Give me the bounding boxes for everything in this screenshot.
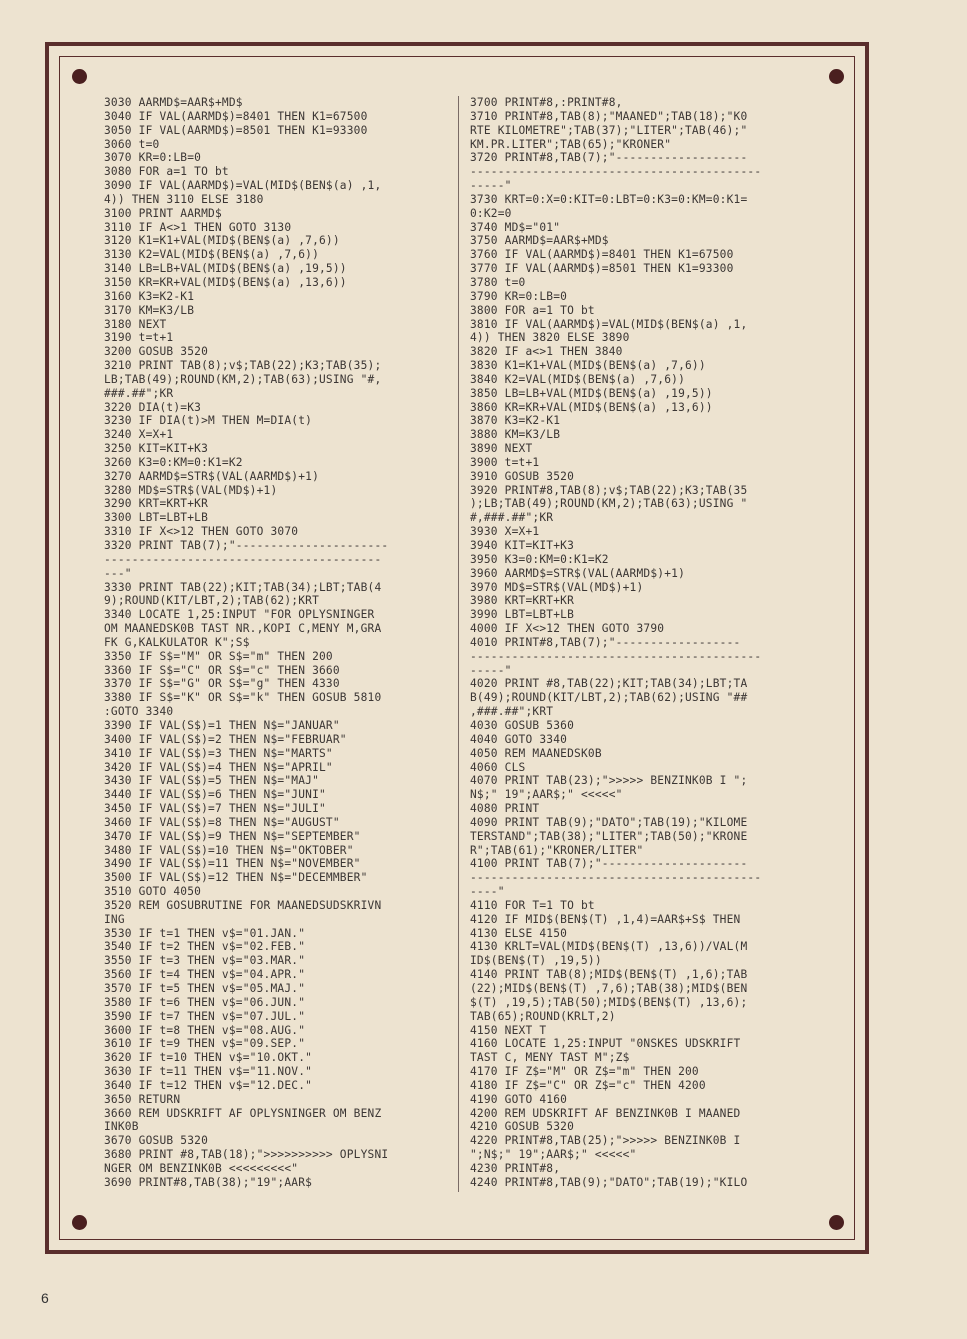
code-line: 3210 PRINT TAB(8);v$;TAB(22);K3;TAB(35);: [104, 359, 382, 373]
code-line: 4110 FOR T=1 TO bt: [470, 898, 595, 912]
code-line: ###.##";KR: [104, 386, 174, 400]
code-line: 3950 K3=0:KM=0:K1=K2: [470, 552, 609, 566]
code-line: 4200 REM UDSKRIFT AF BENZINK0B I MAANED: [470, 1106, 741, 1120]
code-line: 3540 IF t=2 THEN v$="02.FEB.": [104, 940, 306, 954]
code-line: 3780 t=0: [470, 275, 526, 289]
code-line: 4050 REM MAANEDSK0B: [470, 746, 602, 760]
code-line: 3220 DIA(t)=K3: [104, 400, 202, 414]
code-line: 3440 IF VAL(S$)=6 THEN N$="JUNI": [104, 788, 326, 802]
code-line: 3760 IF VAL(AARMD$)=8401 THEN K1=67500: [470, 248, 734, 262]
code-line: 3400 IF VAL(S$)=2 THEN N$="FEBRUAR": [104, 732, 347, 746]
code-line: 3300 LBT=LBT+LB: [104, 511, 209, 525]
code-line: 3350 IF S$="M" OR S$="m" THEN 200: [104, 649, 333, 663]
code-line: 3070 KR=0:LB=0: [104, 151, 202, 165]
code-line: KM.PR.LITER";TAB(65);"KRONER": [470, 137, 672, 151]
code-line: 3330 PRINT TAB(22);KIT;TAB(34);LBT;TAB(4: [104, 580, 382, 594]
code-line: 3610 IF t=9 THEN v$="09.SEP.": [104, 1037, 306, 1051]
code-line: 4100 PRINT TAB(7);"---------------------: [470, 857, 748, 871]
code-line: 4240 PRINT#8,TAB(9);"DATO";TAB(19);"KILO: [470, 1175, 748, 1189]
code-line: 3600 IF t=8 THEN v$="08.AUG.": [104, 1023, 306, 1037]
code-line: 3850 LB=LB+VAL(MID$(BEN$(a) ,19,5)): [470, 386, 713, 400]
code-line: );LB;TAB(49);ROUND(KM,2);TAB(63);USING ": [470, 497, 748, 511]
code-line: 3110 IF A<>1 THEN GOTO 3130: [104, 220, 292, 234]
code-line: 3290 KRT=KRT+KR: [104, 497, 209, 511]
code-line: 4150 NEXT T: [470, 1023, 547, 1037]
code-line: ,###.##";KRT: [470, 705, 554, 719]
code-line: 4230 PRINT#8,: [470, 1161, 561, 1175]
code-line: 3080 FOR a=1 TO bt: [104, 165, 229, 179]
code-line: 3280 MD$=STR$(VAL(MD$)+1): [104, 483, 278, 497]
code-line: 3390 IF VAL(S$)=1 THEN N$="JANUAR": [104, 718, 340, 732]
code-line: 3620 IF t=10 THEN v$="10.OKT.": [104, 1051, 313, 1065]
code-line: 3250 KIT=KIT+K3: [104, 442, 209, 456]
code-line: 3180 NEXT: [104, 317, 167, 331]
code-line: 3650 RETURN: [104, 1092, 181, 1106]
code-line: 3510 GOTO 4050: [104, 885, 202, 899]
code-line: 9);ROUND(KIT/LBT,2);TAB(62);KRT: [104, 594, 319, 608]
code-line: 4130 ELSE 4150: [470, 926, 568, 940]
code-line: 3840 K2=VAL(MID$(BEN$(a) ,7,6)): [470, 372, 685, 386]
code-line: ----": [470, 885, 505, 899]
code-line: 3470 IF VAL(S$)=9 THEN N$="SEPTEMBER": [104, 829, 361, 843]
code-line: 3120 K1=K1+VAL(MID$(BEN$(a) ,7,6)): [104, 234, 340, 248]
code-line: 3980 KRT=KRT+KR: [470, 594, 575, 608]
code-line: 4)) THEN 3820 ELSE 3890: [470, 331, 630, 345]
code-line: ---": [104, 566, 132, 580]
code-line: -----": [470, 179, 512, 193]
code-line: 3410 IF VAL(S$)=3 THEN N$="MARTS": [104, 746, 333, 760]
code-line: 3260 K3=0:KM=0:K1=K2: [104, 455, 243, 469]
code-line: 3240 X=X+1: [104, 428, 174, 442]
code-line: 3270 AARMD$=STR$(VAL(AARMD$)+1): [104, 469, 319, 483]
code-line: 3880 KM=K3/LB: [470, 428, 561, 442]
code-line: TAST C, MENY TAST M";Z$: [470, 1051, 630, 1065]
code-line: 3160 K3=K2-K1: [104, 289, 195, 303]
code-line: 3060 t=0: [104, 137, 160, 151]
code-line: 4180 IF Z$="C" OR Z$="c" THEN 4200: [470, 1078, 706, 1092]
code-line: TERSTAND";TAB(38);"LITER";TAB(50);"KRONE: [470, 829, 748, 843]
code-line: 3580 IF t=6 THEN v$="06.JUN.": [104, 995, 306, 1009]
code-line: 3460 IF VAL(S$)=8 THEN N$="AUGUST": [104, 815, 340, 829]
code-line: TAB(65);ROUND(KRLT,2): [470, 1009, 616, 1023]
code-line: ING: [104, 912, 125, 926]
code-line: 3920 PRINT#8,TAB(8);v$;TAB(22);K3;TAB(35: [470, 483, 748, 497]
code-line: 3500 IF VAL(S$)=12 THEN N$="DECEMMBER": [104, 871, 368, 885]
code-line: 3960 AARMD$=STR$(VAL(AARMD$)+1): [470, 566, 685, 580]
code-line: 3370 IF S$="G" OR S$="g" THEN 4330: [104, 677, 340, 691]
code-line: 3720 PRINT#8,TAB(7);"-------------------: [470, 151, 748, 165]
code-line: 4010 PRINT#8,TAB(7);"------------------: [470, 635, 741, 649]
corner-dot-bottom-right: [829, 1215, 844, 1230]
code-line: 3150 KR=KR+VAL(MID$(BEN$(a) ,13,6)): [104, 275, 347, 289]
code-line: 4120 IF MID$(BEN$(T) ,1,4)=AAR$+S$ THEN: [470, 912, 741, 926]
code-line: 3680 PRINT #8,TAB(18);">>>>>>>>>> OPLYSNI: [104, 1148, 389, 1162]
corner-dot-bottom-left: [72, 1215, 87, 1230]
corner-dot-top-right: [829, 69, 844, 84]
code-line: 3870 K3=K2-K1: [470, 414, 561, 428]
code-line: INK0B: [104, 1120, 139, 1134]
code-line: ------------------------------------------: [470, 165, 762, 179]
code-line: 4030 GOSUB 5360: [470, 718, 575, 732]
code-line: 3640 IF t=12 THEN v$="12.DEC.": [104, 1078, 313, 1092]
code-line: ";N$;" 19";AAR$;" <<<<<": [470, 1148, 637, 1162]
code-line: 3310 IF X<>12 THEN GOTO 3070: [104, 525, 299, 539]
code-line: 3530 IF t=1 THEN v$="01.JAN.": [104, 926, 306, 940]
code-line: 3380 IF S$="K" OR S$="k" THEN GOSUB 5810: [104, 691, 382, 705]
code-line: 3550 IF t=3 THEN v$="03.MAR.": [104, 954, 306, 968]
code-line: FK G,KALKULATOR K";S$: [104, 635, 250, 649]
code-line: 3970 MD$=STR$(VAL(MD$)+1): [470, 580, 644, 594]
code-line: 3450 IF VAL(S$)=7 THEN N$="JULI": [104, 802, 326, 816]
code-line: 3710 PRINT#8,TAB(8);"MAANED";TAB(18);"K0: [470, 109, 748, 123]
code-line: (22);MID$(BEN$(T) ,7,6);TAB(38);MID$(BEN: [470, 982, 748, 995]
code-line: 3890 NEXT: [470, 442, 533, 456]
code-listing-right-column: [470, 96, 810, 1190]
column-divider: [458, 96, 459, 1192]
code-line: 3430 IF VAL(S$)=5 THEN N$="MAJ": [104, 774, 319, 788]
code-line: R";TAB(61);"KRONER/LITER": [470, 843, 644, 857]
code-listing-left-column: [104, 96, 440, 1190]
code-line: 3800 FOR a=1 TO bt: [470, 303, 595, 317]
code-line: 3100 PRINT AARMD$: [104, 206, 222, 220]
code-line: 3570 IF t=5 THEN v$="05.MAJ.": [104, 982, 306, 995]
corner-dot-top-left: [72, 69, 87, 84]
code-line: 3200 GOSUB 3520: [104, 345, 209, 359]
code-line: 3050 IF VAL(AARMD$)=8501 THEN K1=93300: [104, 123, 368, 137]
code-line: ID$(BEN$(T) ,19,5)): [470, 954, 602, 968]
code-line: 4170 IF Z$="M" OR Z$="m" THEN 200: [470, 1065, 699, 1079]
code-line: 3790 KR=0:LB=0: [470, 289, 568, 303]
code-line: ------------------------------------------: [470, 649, 762, 663]
code-line: LB;TAB(49);ROUND(KM,2);TAB(63);USING "#,: [104, 372, 382, 386]
code-line: 3230 IF DIA(t)>M THEN M=DIA(t): [104, 414, 313, 428]
code-line: 3940 KIT=KIT+K3: [470, 539, 575, 552]
code-line: 3740 MD$="01": [470, 220, 561, 234]
code-line: 4000 IF X<>12 THEN GOTO 3790: [470, 622, 665, 636]
code-line: 3360 IF S$="C" OR S$="c" THEN 3660: [104, 663, 340, 677]
code-line: 3320 PRINT TAB(7);"----------------------: [104, 539, 389, 552]
code-line: OM MAANEDSK0B TAST NR.,KOPI C,MENY M,GRA: [104, 622, 382, 636]
code-line: 3660 REM UDSKRIFT AF OPLYSNINGER OM BENZ: [104, 1106, 382, 1120]
code-line: 4020 PRINT #8,TAB(22);KIT;TAB(34);LBT;TA: [470, 677, 748, 691]
code-line: 4090 PRINT TAB(9);"DATO";TAB(19);"KILOME: [470, 815, 748, 829]
code-line: 4)) THEN 3110 ELSE 3180: [104, 192, 264, 206]
code-line: 3690 PRINT#8,TAB(38);"19";AAR$: [104, 1175, 313, 1189]
code-line: 3670 GOSUB 5320: [104, 1134, 209, 1148]
code-line: -----": [470, 663, 512, 677]
page-number: 6: [41, 1290, 49, 1306]
code-line: 3900 t=t+1: [470, 455, 540, 469]
code-line: N$;" 19";AAR$;" <<<<<": [470, 788, 623, 802]
code-line: 3170 KM=K3/LB: [104, 303, 195, 317]
code-line: 3820 IF a<>1 THEN 3840: [470, 345, 623, 359]
code-line: 3340 LOCATE 1,25:INPUT "FOR OPLYSNINGER: [104, 608, 375, 622]
code-line: 4130 KRLT=VAL(MID$(BEN$(T) ,13,6))/VAL(M: [470, 940, 748, 954]
code-line: 4220 PRINT#8,TAB(25);">>>>> BENZINK0B I: [470, 1134, 741, 1148]
code-line: 3830 K1=K1+VAL(MID$(BEN$(a) ,7,6)): [470, 359, 706, 373]
code-line: 4040 GOTO 3340: [470, 732, 568, 746]
code-line: ----------------------------------------: [104, 552, 382, 566]
code-line: 4140 PRINT TAB(8);MID$(BEN$(T) ,1,6);TAB: [470, 968, 748, 982]
code-line: 3770 IF VAL(AARMD$)=8501 THEN K1=93300: [470, 262, 734, 276]
code-line: 3730 KRT=0:X=0:KIT=0:LBT=0:K3=0:KM=0:K1=: [470, 192, 748, 206]
code-line: 3040 IF VAL(AARMD$)=8401 THEN K1=67500: [104, 109, 368, 123]
code-line: 3860 KR=KR+VAL(MID$(BEN$(a) ,13,6)): [470, 400, 713, 414]
code-line: 3030 AARMD$=AAR$+MD$: [104, 96, 243, 109]
code-line: 3480 IF VAL(S$)=10 THEN N$="OKTOBER": [104, 843, 354, 857]
code-line: 3090 IF VAL(AARMD$)=VAL(MID$(BEN$(a) ,1,: [104, 179, 382, 193]
code-line: ------------------------------------------: [470, 871, 762, 885]
code-line: 0:K2=0: [470, 206, 512, 220]
code-line: 3490 IF VAL(S$)=11 THEN N$="NOVEMBER": [104, 857, 361, 871]
code-line: 4060 CLS: [470, 760, 526, 774]
code-line: 4160 LOCATE 1,25:INPUT "0NSKES UDSKRIFT: [470, 1037, 741, 1051]
code-line: 4080 PRINT: [470, 802, 540, 816]
code-line: 3420 IF VAL(S$)=4 THEN N$="APRIL": [104, 760, 333, 774]
code-line: 3700 PRINT#8,:PRINT#8,: [470, 96, 623, 109]
code-line: 3910 GOSUB 3520: [470, 469, 575, 483]
code-line: #,###.##";KR: [470, 511, 554, 525]
code-line: 4190 GOTO 4160: [470, 1092, 568, 1106]
code-line: 3930 X=X+1: [470, 525, 540, 539]
code-line: NGER OM BENZINK0B <<<<<<<<<": [104, 1161, 299, 1175]
code-line: 3130 K2=VAL(MID$(BEN$(a) ,7,6)): [104, 248, 319, 262]
code-line: 3810 IF VAL(AARMD$)=VAL(MID$(BEN$(a) ,1,: [470, 317, 748, 331]
code-line: 3190 t=t+1: [104, 331, 174, 345]
code-line: 3630 IF t=11 THEN v$="11.NOV.": [104, 1065, 313, 1079]
code-line: 3140 LB=LB+VAL(MID$(BEN$(a) ,19,5)): [104, 262, 347, 276]
code-line: 3520 REM GOSUBRUTINE FOR MAANEDSUDSKRIVN: [104, 898, 382, 912]
code-line: :GOTO 3340: [104, 705, 174, 719]
code-line: 3990 LBT=LBT+LB: [470, 608, 575, 622]
code-line: B(49);ROUND(KIT/LBT,2);TAB(62);USING "##: [470, 691, 748, 705]
code-line: 4070 PRINT TAB(23);">>>>> BENZINK0B I ";: [470, 774, 748, 788]
code-line: $(T) ,19,5);TAB(50);MID$(BEN$(T) ,13,6);: [470, 995, 748, 1009]
code-line: 3590 IF t=7 THEN v$="07.JUL.": [104, 1009, 306, 1023]
code-line: 3750 AARMD$=AAR$+MD$: [470, 234, 609, 248]
code-line: 4210 GOSUB 5320: [470, 1120, 575, 1134]
code-line: RTE KILOMETRE";TAB(37);"LITER";TAB(46);": [470, 123, 748, 137]
code-line: 3560 IF t=4 THEN v$="04.APR.": [104, 968, 306, 982]
